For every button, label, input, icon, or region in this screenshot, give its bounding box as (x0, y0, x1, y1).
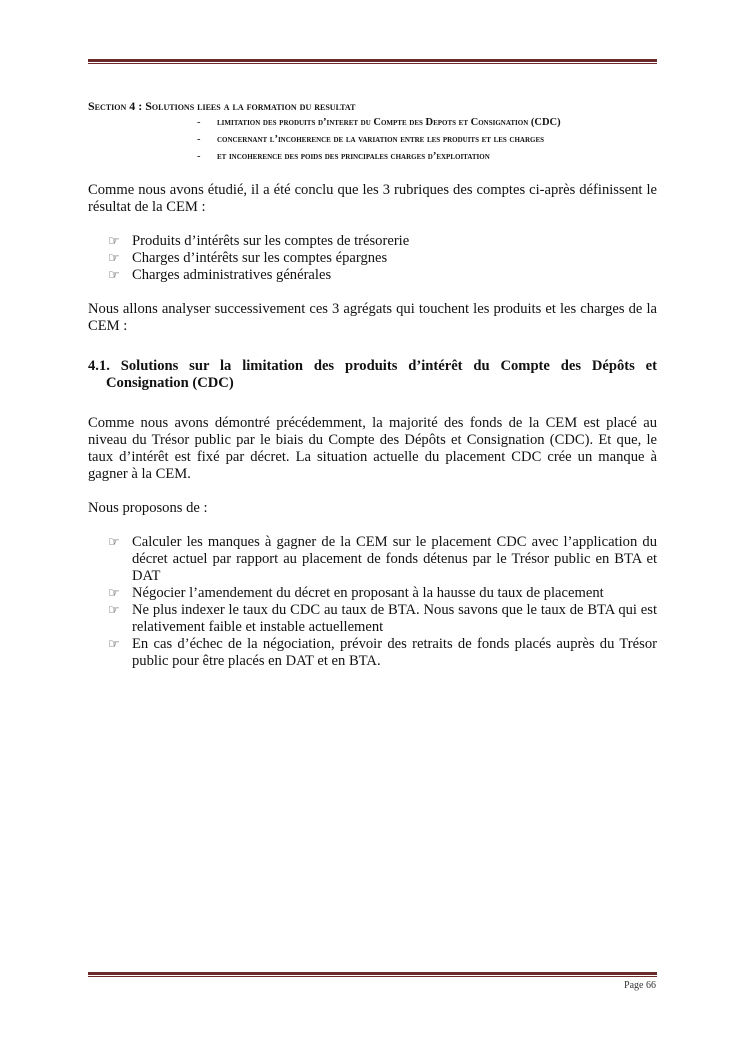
demonstration-paragraph: Comme nous avons démontré précédemment, la majorité des fonds de la CEM est placé au niveau du Trésor public par le biais du Compte des Dépôts et Consignation (CDC). Et que, le taux d’intérêt est fixé par décret. La situation actuelle du placement CDC crée un manque à gagner à la CEM. (88, 415, 657, 482)
section-subtopic: - limitation des produits d’interet du Compte des Depots et Consignation (CDC) (197, 117, 561, 128)
page-number: Page 66 (624, 980, 656, 991)
pointing-hand-icon: ☞ (108, 234, 120, 249)
list-item: ☞ En cas d’échec de la négociation, prévoir des retraits de fonds placés auprès du Trésor public pour être placés en DAT et en BTA. (108, 636, 657, 669)
pointing-hand-icon: ☞ (108, 603, 120, 618)
pointing-hand-icon: ☞ (108, 268, 120, 283)
footer-rule-thin (88, 976, 657, 977)
intro-paragraph: Comme nous avons étudié, il a été conclu que les 3 rubriques des comptes ci-après définissent le résultat de la CEM : (88, 182, 657, 215)
list-item: ☞ Charges d’intérêts sur les comptes épargnes (108, 250, 388, 266)
pointing-hand-icon: ☞ (108, 535, 120, 550)
section-title: Section 4 : Solutions liees a la formation du resultat (88, 99, 356, 113)
section-subtopic: - et incoherence des poids des principales charges d’exploitation (197, 151, 490, 162)
section-subtopic: - concernant l’incoherence de la variation entre les produits et les charges (197, 134, 545, 145)
subsection-heading: 4.1. Solutions sur la limitation des produits d’intérêt du Compte des Dépôts et Consignation (CDC) (88, 358, 657, 391)
pointing-hand-icon: ☞ (108, 637, 120, 652)
list-item: ☞ Négocier l’amendement du décret en proposant à la hausse du taux de placement (108, 585, 604, 601)
pointing-hand-icon: ☞ (108, 251, 120, 266)
list-item: ☞ Produits d’intérêts sur les comptes de trésorerie (108, 233, 410, 249)
proposals-list (88, 534, 657, 670)
proposals-intro: Nous proposons de : (88, 500, 208, 516)
header-rule-thin (88, 63, 657, 64)
list-item: ☞ Charges administratives générales (108, 267, 332, 283)
footer-rule (88, 972, 657, 975)
rubriques-list (88, 233, 657, 284)
section-subtopics (88, 114, 657, 165)
list-item: ☞ Ne plus indexer le taux du CDC au taux de BTA. Nous savons que le taux de BTA qui est relativement faible et instable actuellement (108, 602, 657, 635)
analysis-paragraph: Nous allons analyser successivement ces 3 agrégats qui touchent les produits et les charges de la CEM : (88, 301, 657, 334)
page-content (88, 98, 657, 670)
header-rule (88, 59, 657, 62)
list-item: ☞ Calculer les manques à gagner de la CEM sur le placement CDC avec l’application du décret actuel par rapport au placement de fonds détenus par le Trésor public en BTA et DAT (108, 534, 657, 584)
pointing-hand-icon: ☞ (108, 586, 120, 601)
